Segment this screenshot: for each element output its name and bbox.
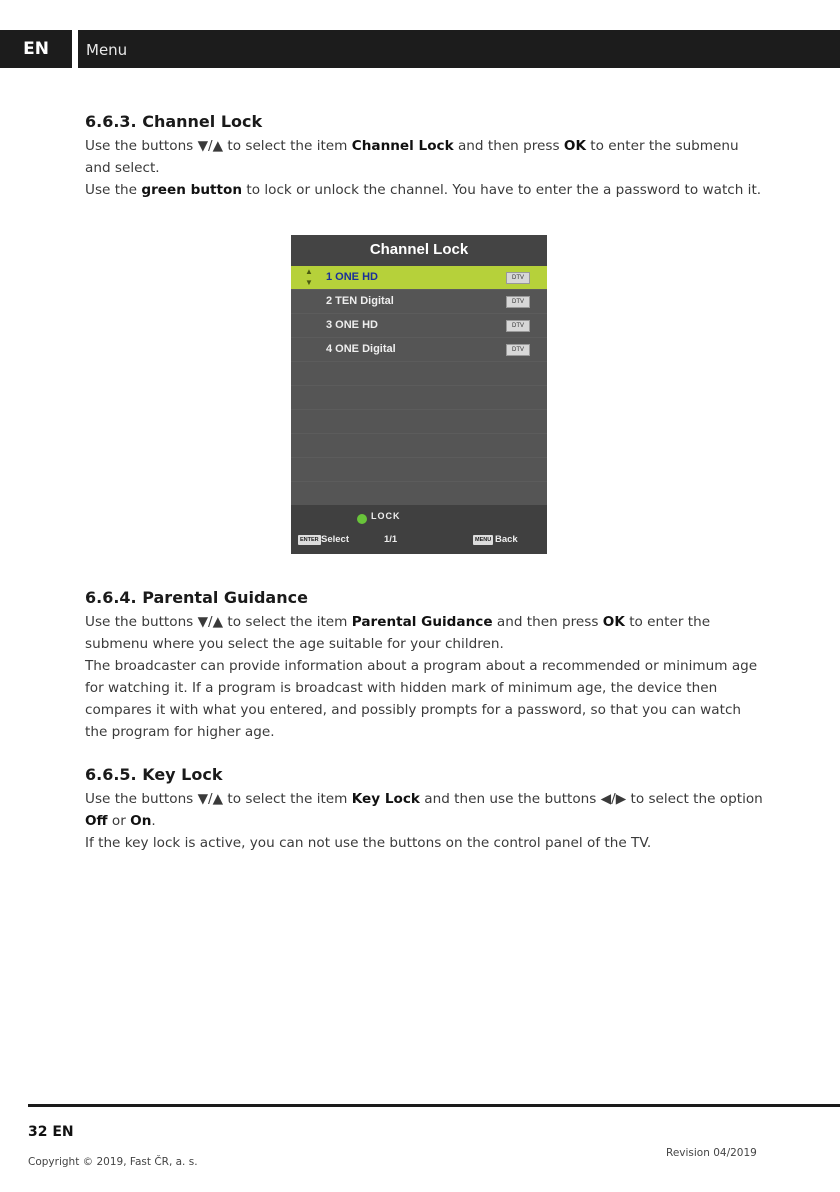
menu-key-icon: MENU bbox=[475, 537, 492, 543]
text-run: to enter the submenu and select. bbox=[85, 138, 739, 176]
text-run: and then press bbox=[492, 614, 603, 630]
empty-row bbox=[291, 386, 547, 410]
page-number: 32 EN bbox=[28, 1124, 74, 1140]
text-run: to lock or unlock the channel. You have to enter the a password to watch it. bbox=[242, 182, 762, 198]
empty-row bbox=[291, 434, 547, 458]
channel-label: 4 ONE Digital bbox=[326, 343, 396, 355]
paragraph bbox=[85, 611, 765, 655]
section-title: 6.6.4. Parental Guidance bbox=[85, 588, 308, 607]
page-indicator: 1/1 bbox=[384, 534, 398, 545]
text-bold: Parental Guidance bbox=[351, 614, 493, 630]
section-channel-lock bbox=[85, 112, 765, 201]
channel-row[interactable] bbox=[291, 338, 547, 362]
text-run: to enter the submenu where you select the age suitable for your children. bbox=[85, 614, 711, 652]
select-label: Select bbox=[321, 534, 349, 545]
text-run: and then use the buttons ◀/▶ to select the option bbox=[419, 791, 763, 807]
paragraph bbox=[85, 135, 765, 179]
text-bold: Key Lock bbox=[351, 791, 420, 807]
dtv-badge: DTV bbox=[506, 344, 530, 356]
paragraph: The broadcaster can provide information about a program about a recommended or minimum age for watching it. If a program is broadcast with hidden mark of minimum age, the device then compares it with what you entered, and possibly prompts for a password, so that you can watch the program for higher age. bbox=[85, 658, 758, 740]
text-run: and then press bbox=[453, 138, 564, 154]
tv-menu-title: Channel Lock bbox=[291, 235, 547, 266]
back-label: Back bbox=[495, 534, 518, 545]
empty-row bbox=[291, 410, 547, 434]
tv-legend bbox=[291, 505, 547, 554]
text-bold: OK bbox=[563, 138, 586, 154]
paragraph bbox=[85, 179, 765, 201]
header-section-title: Menu bbox=[78, 30, 840, 68]
channel-row[interactable] bbox=[291, 314, 547, 338]
text-bold: OK bbox=[602, 614, 625, 630]
channel-lock-screen bbox=[291, 235, 547, 554]
text-run: . bbox=[151, 813, 156, 829]
copyright: Copyright © 2019, Fast ČR, a. s. bbox=[28, 1156, 198, 1168]
channel-row[interactable] bbox=[291, 266, 547, 290]
empty-row bbox=[291, 458, 547, 482]
text-bold: On bbox=[130, 813, 152, 829]
section-key-lock bbox=[85, 765, 765, 854]
footer-rule bbox=[28, 1104, 840, 1107]
text-bold: green button bbox=[141, 182, 243, 198]
dtv-badge: DTV bbox=[506, 320, 530, 332]
text-run: Use the buttons ▼/▲ to select the item bbox=[85, 138, 352, 154]
dtv-badge: DTV bbox=[506, 296, 530, 308]
revision: Revision 04/2019 bbox=[666, 1147, 757, 1159]
section-title: 6.6.3. Channel Lock bbox=[85, 112, 263, 131]
text-run: Use the buttons ▼/▲ to select the item bbox=[85, 791, 352, 807]
up-down-arrows-icon: ▲ ▼ bbox=[305, 267, 313, 287]
paragraph bbox=[85, 788, 765, 832]
section-title: 6.6.5. Key Lock bbox=[85, 765, 223, 784]
section-parental-guidance bbox=[85, 588, 765, 743]
dtv-badge: DTV bbox=[506, 272, 530, 284]
language-tab: EN bbox=[0, 30, 72, 68]
empty-row bbox=[291, 482, 547, 506]
paragraph: If the key lock is active, you can not use the buttons on the control panel of the TV. bbox=[85, 835, 652, 851]
text-bold: Channel Lock bbox=[351, 138, 454, 154]
channel-row[interactable] bbox=[291, 290, 547, 314]
green-button-icon bbox=[357, 514, 367, 524]
lock-label: LOCK bbox=[371, 511, 401, 521]
enter-key-icon: ENTER bbox=[300, 537, 319, 543]
text-bold: Off bbox=[85, 813, 108, 829]
channel-label: 3 ONE HD bbox=[326, 319, 378, 331]
empty-row bbox=[291, 362, 547, 386]
text-run: Use the buttons ▼/▲ to select the item bbox=[85, 614, 352, 630]
channel-label: 2 TEN Digital bbox=[326, 295, 394, 307]
channel-label: 1 ONE HD bbox=[326, 271, 378, 283]
text-run: Use the bbox=[85, 182, 142, 198]
text-run: or bbox=[107, 813, 131, 829]
